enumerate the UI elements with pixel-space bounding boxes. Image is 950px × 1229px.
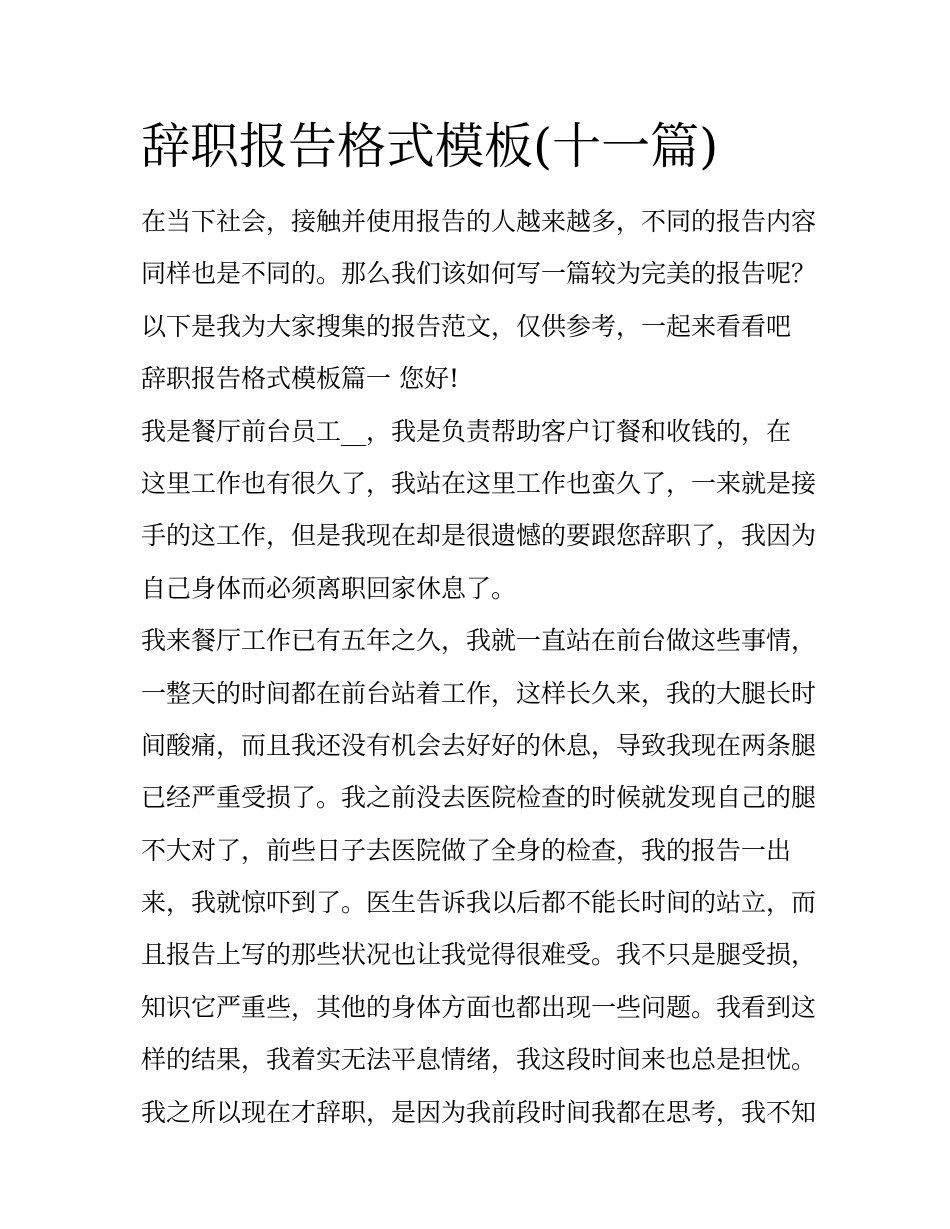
- text-line: 以下是我为大家搜集的报告范文，仅供参考，一起来看看吧: [141, 311, 792, 341]
- text-line: 知识它严重些，其他的身体方面也都出现一些问题。我看到这: [141, 992, 817, 1022]
- text-line: 且报告上写的那些状况也让我觉得很难受。我不只是腿受损，: [141, 940, 817, 970]
- text-line: 我来餐厅工作已有五年之久，我就一直站在前台做这些事情，: [141, 626, 817, 656]
- text-line: 辞职报告格式模板篇一 您好!: [141, 364, 459, 394]
- document-title: 辞职报告格式模板(十一篇): [141, 118, 719, 175]
- text-line: 自己身体而必须离职回家休息了。: [141, 573, 517, 603]
- text-line: 已经严重受损了。我之前没去医院检查的时候就发现自己的腿: [141, 783, 817, 813]
- text-line: 我是餐厅前台员工__，我是负责帮助客户订餐和收钱的，在: [141, 416, 792, 446]
- text-line: 一整天的时间都在前台站着工作，这样长久来，我的大腿长时: [141, 678, 817, 708]
- text-line: 同样也是不同的。那么我们该如何写一篇较为完美的报告呢？: [141, 259, 817, 289]
- text-line: 间酸痛，而且我还没有机会去好好的休息，导致我现在两条腿: [141, 730, 817, 760]
- text-line: 这里工作也有很久了，我站在这里工作也蛮久了，一来就是接: [141, 468, 817, 498]
- text-line: 手的这工作，但是我现在却是很遗憾的要跟您辞职了，我因为: [141, 521, 817, 551]
- text-line: 样的结果，我着实无法平息情绪，我这段时间来也总是担忧。: [141, 1045, 817, 1075]
- document-body: [141, 196, 831, 1139]
- text-line: 我之所以现在才辞职，是因为我前段时间我都在思考，我不知: [141, 1097, 817, 1127]
- text-line: 来，我就惊吓到了。医生告诉我以后都不能长时间的站立，而: [141, 888, 817, 918]
- text-line: 在当下社会，接触并使用报告的人越来越多，不同的报告内容: [141, 207, 817, 236]
- text-line: 不大对了，前些日子去医院做了全身的检查，我的报告一出: [141, 835, 792, 865]
